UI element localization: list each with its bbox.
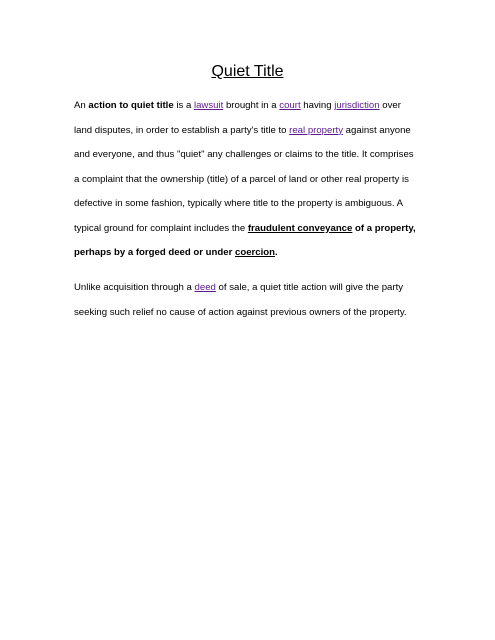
term-action-to-quiet-title: action to quiet title [88, 100, 174, 111]
paragraph-line [74, 217, 434, 242]
text-run: land disputes, in order to establish a party's title to [74, 124, 290, 136]
paragraph-line [74, 119, 434, 144]
paragraph-line: and everyone, and thus "quiet" any challenges or claims to the title. It comprises [74, 149, 414, 160]
link-jurisdiction[interactable]: jurisdiction [334, 100, 380, 111]
paragraph-line: defective in some fashion, typically where title to the property is ambiguous. A [74, 198, 404, 209]
link-deed[interactable]: deed [194, 282, 216, 293]
text-run: having [300, 100, 335, 111]
link-lawsuit[interactable]: lawsuit [193, 100, 224, 111]
text-run: is a [173, 100, 194, 111]
link-real-property[interactable]: real property [289, 124, 344, 136]
paragraph-line: seeking such relief no cause of action against previous owners of the property. [74, 306, 407, 318]
paragraph-line: a complaint that the ownership (title) of a parcel of land or other real property is [74, 173, 409, 185]
page-title: Quiet Title [211, 63, 284, 80]
text-run: of a property, [352, 222, 416, 234]
text-run: Unlike acquisition through a [74, 282, 195, 293]
term-fraudulent-conveyance [248, 223, 416, 234]
text-run: typical ground for complaint includes the [74, 222, 248, 234]
link-court[interactable]: court [279, 100, 301, 111]
paragraph-line [74, 94, 434, 119]
text-run: . [275, 247, 278, 258]
underlined-term: fraudulent conveyance [247, 222, 353, 234]
text-run: of sale, a quiet title action will give the party [215, 282, 404, 293]
paragraph-line [74, 276, 434, 301]
paragraph-line [74, 241, 434, 266]
text-run: perhaps by a forged deed or under [74, 247, 235, 258]
text-run: against anyone [343, 124, 411, 136]
underlined-term-coercion: coercion [235, 247, 275, 258]
text-run: over [379, 100, 401, 111]
text-run: brought in a [223, 100, 280, 111]
paragraph-definition [74, 94, 434, 266]
bold-text [74, 247, 278, 258]
text-run: An [74, 100, 89, 111]
paragraph-deed [74, 276, 434, 325]
